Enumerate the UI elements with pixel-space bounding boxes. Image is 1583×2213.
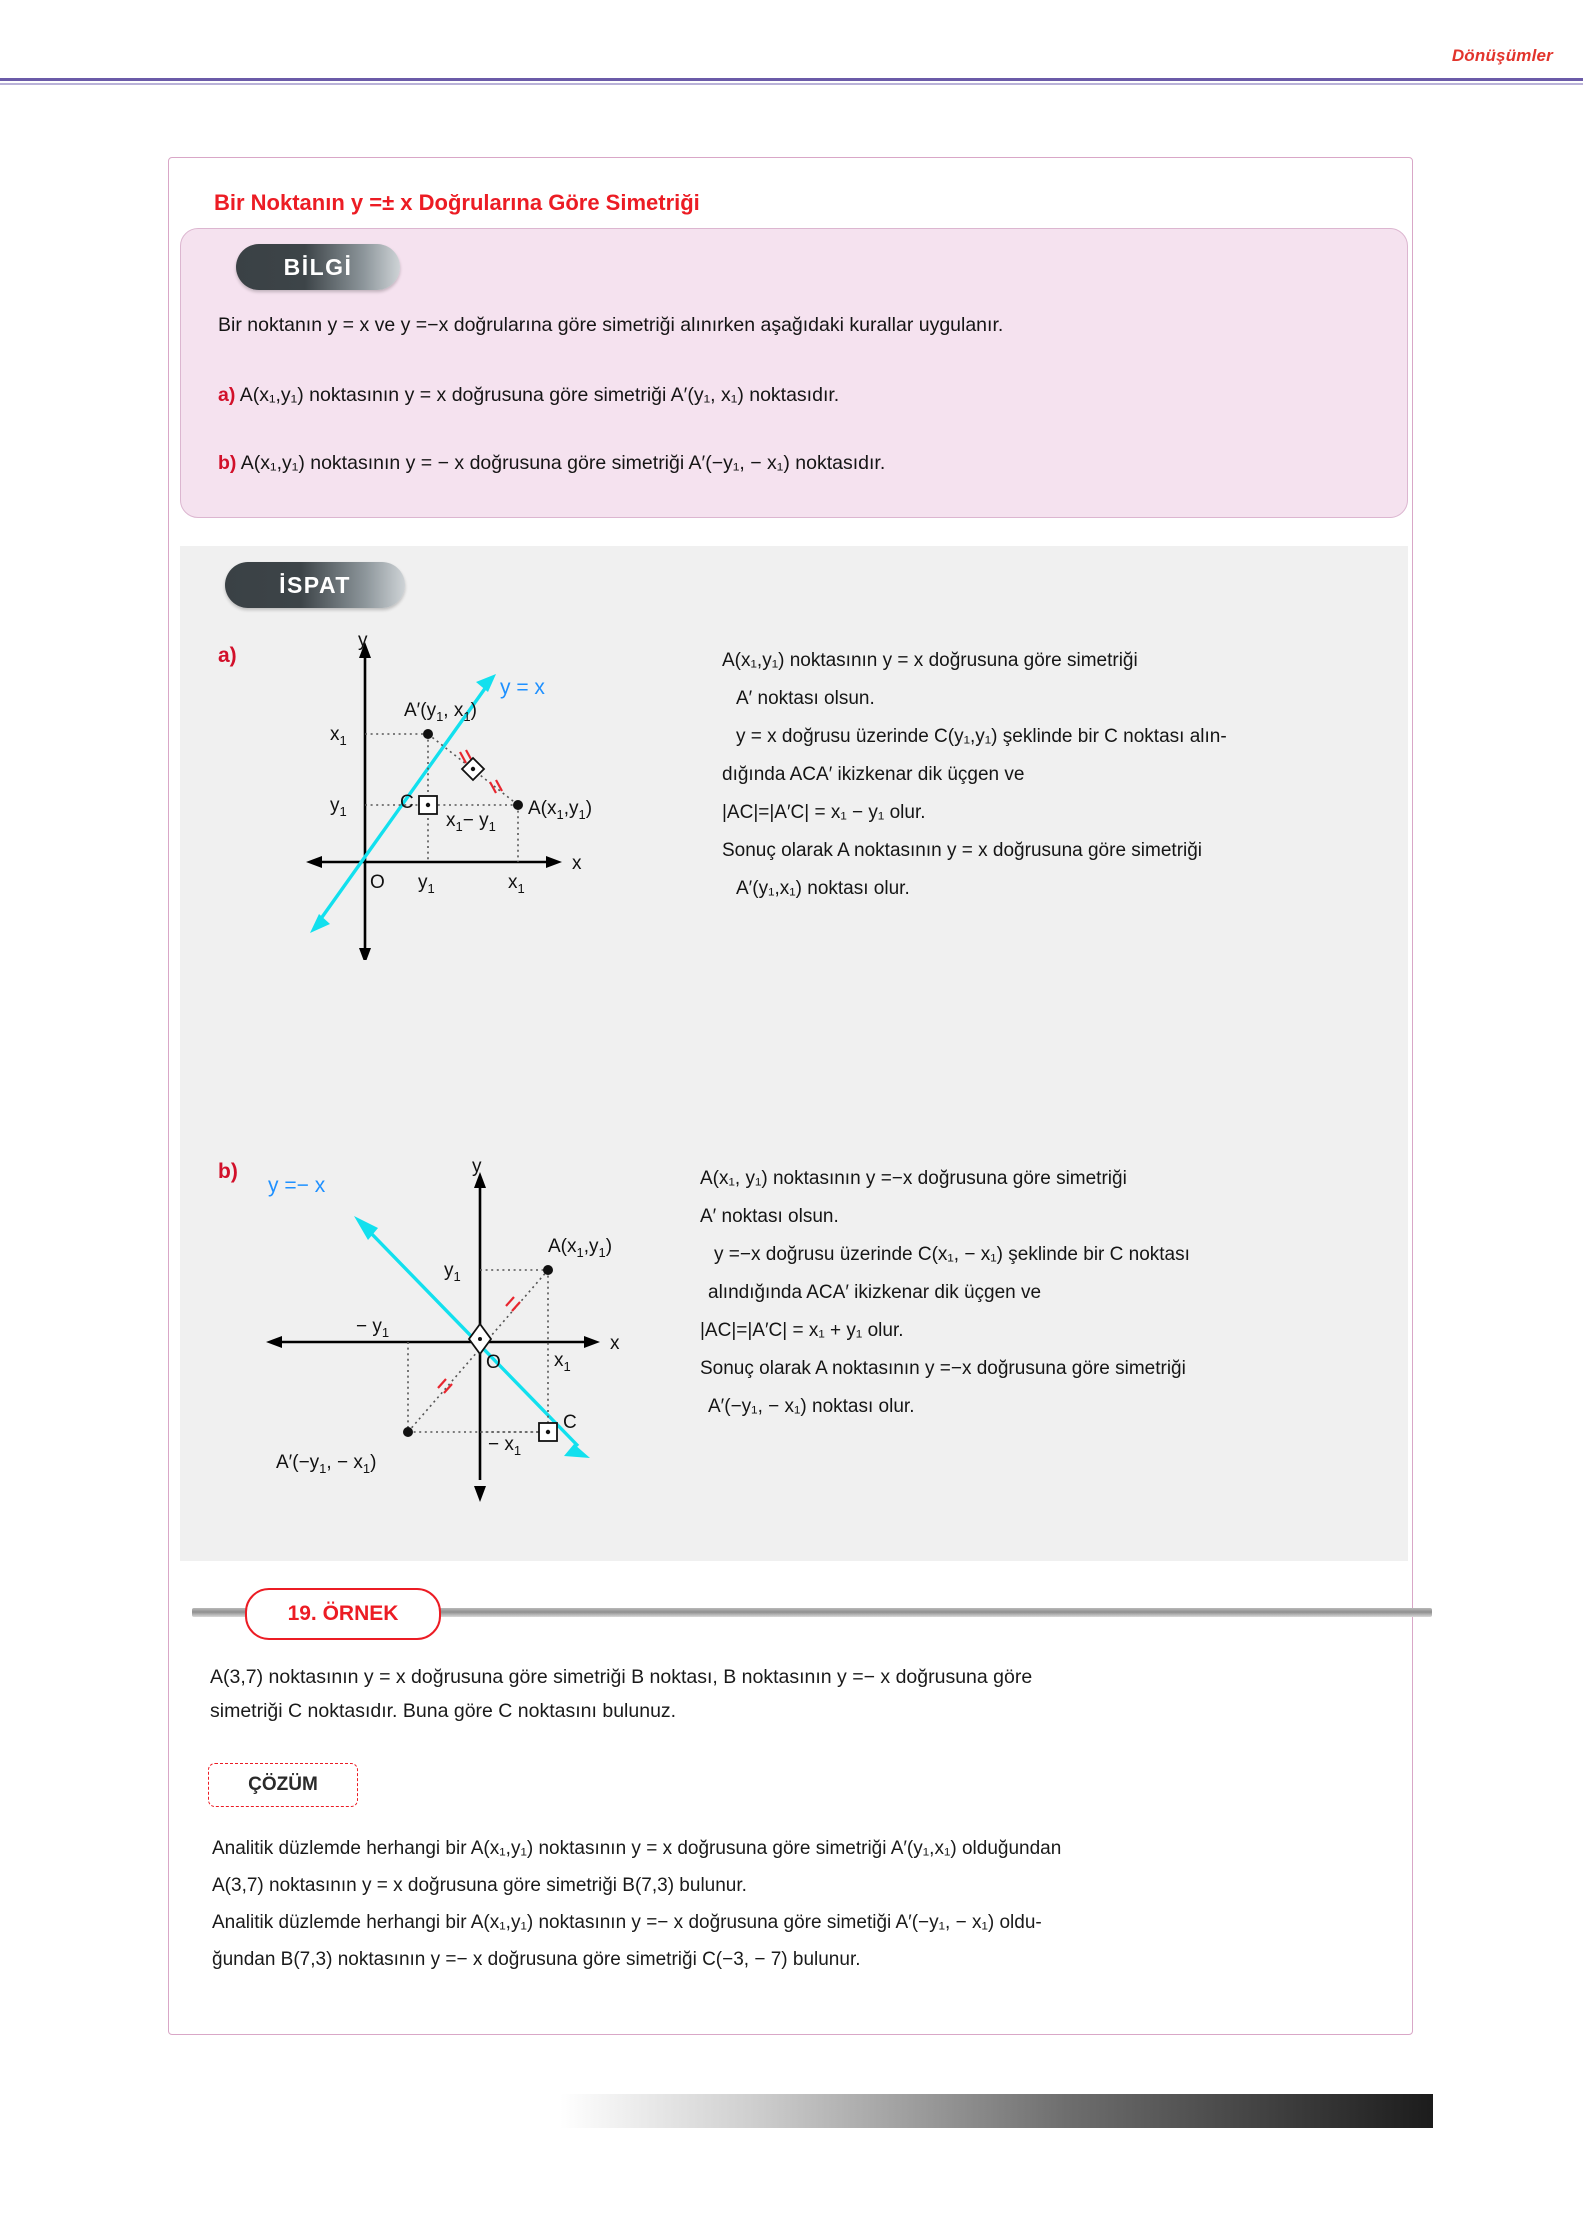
proof-text-part-b [700, 1160, 1400, 1426]
ornek-question-line-1: A(3,7) noktasının y = x doğrusuna göre simetriği B noktası, B noktasının y =− x doğrusuna göre [210, 1666, 1033, 1688]
proof-b-line-2: A′ noktası olsun. [700, 1206, 839, 1227]
proof-a-line-7: A′(y₁,x₁) noktası olur. [736, 878, 910, 899]
svg-text:x1: $x_1$ [554, 1350, 571, 1374]
svg-text:y: y [472, 1156, 482, 1177]
ispat-part-a-marker: a) [218, 644, 237, 667]
svg-text:x1: $x_1$ [330, 724, 347, 748]
svg-text:x: x [572, 853, 582, 874]
svg-text:A(x1,y1): $A(x_1,y_1)$ [548, 1236, 613, 1260]
bilgi-rule-b-text: A(x₁,y₁) noktasının y = − x doğrusuna göre simetriği A′(−y₁, − x₁) noktasıdır. [240, 452, 886, 474]
proof-b-line-1: A(x₁, y₁) noktasının y =−x doğrusuna göre simetriği [700, 1168, 1127, 1189]
cozum-solution [212, 1830, 1392, 1978]
proof-a-line-5: |AC|=|A′C| = x₁ − y₁ olur. [722, 802, 926, 823]
cozum-line-3: Analitik düzlemde herhangi bir A(x₁,y₁) noktasının y =− x doğrusuna göre simetiği A′(−y₁, − x₁) oldu- [212, 1912, 1042, 1934]
proof-b-line-7: A′(−y₁, − x₁) noktası olur. [708, 1396, 915, 1417]
svg-text:x1− y1: $x_1- y_1$ [446, 810, 496, 834]
svg-text:A′(y1, x1): $A'(y_1$, $x_1$) [404, 700, 477, 724]
proof-text-part-a [722, 642, 1412, 908]
ornek-question [210, 1660, 1380, 1728]
header-rule-secondary [0, 83, 1583, 85]
figure-symmetry-y-equals-minus-x [248, 1150, 678, 1510]
svg-text:− y1: − $y_1$ [356, 1316, 390, 1340]
bilgi-rule-b-marker: b) [218, 452, 237, 474]
svg-text:A(x1,y1): $A(x_1,y_1)$ [528, 798, 593, 822]
proof-b-line-4: alındığında ACA′ ikizkenar dik üçgen ve [708, 1282, 1042, 1303]
svg-text:y = x: y = x [500, 676, 545, 699]
svg-text:− x1: − $x_1$ [488, 1434, 522, 1458]
proof-b-line-5: |AC|=|A′C| = x₁ + y₁ olur. [700, 1320, 904, 1341]
bilgi-rule-a-text: A(x₁,y₁) noktasının y = x doğrusuna göre simetriği A′(y₁, x₁) noktasıdır. [239, 384, 840, 406]
svg-text:A′(−y1, − x1): $A'(-y_1$, − $x_1$) [276, 1452, 377, 1476]
cozum-line-2: A(3,7) noktasının y = x doğrusuna göre simetriği B(7,3) bulunur. [212, 1875, 747, 1897]
proof-a-line-6: Sonuç olarak A noktasının y = x doğrusuna göre simetriği [722, 840, 1203, 861]
bilgi-rule-a-marker: a) [218, 384, 236, 406]
section-title: Bir Noktanın y =± x Doğrularına Göre Simetriği [214, 190, 700, 215]
svg-text:O: O [486, 1352, 501, 1373]
cozum-badge: ÇÖZÜM [208, 1763, 358, 1807]
svg-text:y1: $y_1$ [330, 795, 347, 819]
svg-text:C: C [563, 1412, 577, 1433]
proof-b-line-6: Sonuç olarak A noktasının y =−x doğrusuna göre simetriği [700, 1358, 1186, 1379]
bilgi-rule-a [218, 380, 1368, 410]
ispat-part-b-marker: b) [218, 1160, 238, 1183]
cozum-line-4: ğundan B(7,3) noktasının y =− x doğrusuna göre simetriği C(−3, − 7) bulunur. [212, 1949, 861, 1971]
svg-text:C: C [400, 792, 414, 813]
cozum-line-1: Analitik düzlemde herhangi bir A(x₁,y₁) noktasının y = x doğrusuna göre simetriği A′(y₁,x₁) olduğundan [212, 1838, 1062, 1859]
svg-text:y1: $y_1$ [418, 872, 435, 896]
proof-a-line-3: y = x doğrusu üzerinde C(y₁,y₁) şeklinde bir C noktası alın- [736, 726, 1227, 747]
ispat-tag: İSPAT [225, 562, 405, 608]
page-header [0, 0, 1583, 90]
ornek-question-line-2: simetriği C noktasıdır. Buna göre C noktasını bulunuz. [210, 1700, 677, 1723]
page-number: 183 [1489, 2100, 1525, 2123]
bilgi-rule-b [218, 448, 1368, 478]
bilgi-intro-text: Bir noktanın y = x ve y =−x doğrularına göre simetriği alınırken aşağıdaki kurallar uygulanır. [218, 314, 1004, 336]
proof-b-line-3: y =−x doğrusu üzerinde C(x₁, − x₁) şeklinde bir C noktası [714, 1244, 1190, 1265]
figure-symmetry-y-equals-x [300, 630, 660, 960]
bilgi-tag: BİLGİ [236, 244, 400, 290]
svg-text:y =− x: y =− x [268, 1174, 326, 1197]
svg-text:O: O [370, 872, 385, 893]
svg-text:y: y [358, 630, 368, 651]
header-rule-primary [0, 78, 1583, 81]
svg-text:x1: $x_1$ [508, 872, 525, 896]
svg-text:x: x [610, 1333, 620, 1354]
footer-bar [560, 2094, 1433, 2128]
proof-a-line-2: A′ noktası olsun. [736, 688, 875, 709]
proof-a-line-4: dığında ACA′ ikizkenar dik üçgen ve [722, 764, 1025, 785]
chapter-title: Dönüşümler [1451, 46, 1553, 65]
svg-text:y1: $y_1$ [444, 1260, 461, 1284]
proof-a-line-1: A(x₁,y₁) noktasının y = x doğrusuna göre simetriği [722, 650, 1138, 671]
ornek-badge: 19. ÖRNEK [245, 1588, 441, 1640]
